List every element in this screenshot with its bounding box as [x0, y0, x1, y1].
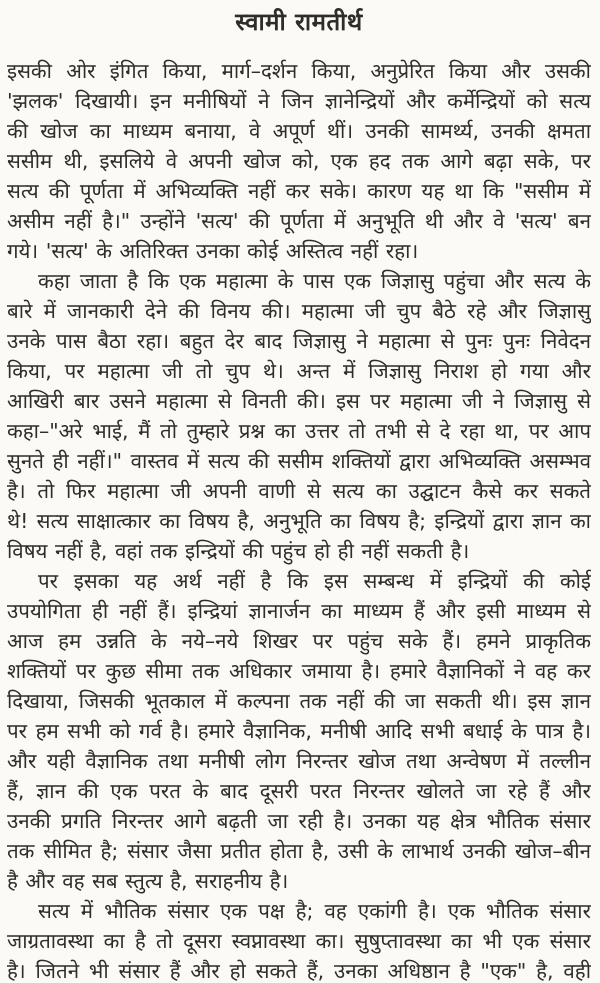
- text-line: सत्य में भौतिक संसार एक पक्ष है; वह एकांगी है। एक भौतिक संसार: [38, 899, 591, 923]
- text-line: सत्य की पूर्णता में अभिव्यक्ति नहीं कर सके। कारण यह था कि "ससीम में: [7, 179, 591, 203]
- text-line: और यही वैज्ञानिक तथा मनीषी लोग निरन्तर खोज तथा अन्वेषण में तल्लीन: [7, 749, 591, 773]
- text-line: उपयोगिता ही नहीं हैं। इन्द्रियां ज्ञानार्जन का माध्यम हैं और इसी माध्यम से: [7, 599, 591, 623]
- text-line: हैं, ज्ञान की एक परत के बाद दूसरी परत निरन्तर खोलते जा रहे हैं और: [7, 779, 591, 803]
- text-line: है। तो फिर महात्मा जी अपनी वाणी से सत्य का उद्घाटन कैसे कर सकते: [7, 479, 591, 503]
- text-line: तक सीमित है; संसार जैसा प्रतीत होता है, उसी के लाभार्थ उनकी खोज–बीन: [7, 839, 591, 863]
- text-line: है। जितने भी संसार हैं और हो सकते हैं, उनका अधिष्ठान है "एक" है, वही: [7, 959, 591, 983]
- text-line: शक्तियों पर कुछ सीमा तक अधिकार जमाया है। हमारे वैज्ञानिकों ने वह कर: [7, 659, 591, 683]
- text-line: इसकी ओर इंगित किया, मार्ग–दर्शन किया, अनुप्रेरित किया और उसकी: [7, 59, 591, 83]
- body-text: [7, 56, 591, 983]
- text-line: की खोज का माध्यम बनाया, वे अपूर्ण थीं। उनकी सामर्थ्य, उनकी क्षमता: [7, 119, 591, 143]
- text-line: असीम नहीं है।" उन्होंने 'सत्य' की पूर्णता में अनुभूति थी और वे 'सत्य' बन: [7, 209, 591, 233]
- text-line: पर हम सभी को गर्व है। हमारे वैज्ञानिक, मनीषी आदि सभी बधाई के पात्र है।: [7, 719, 591, 743]
- text-line: कहा–"अरे भाई, मैं तो तुम्हारे प्रश्न का उत्तर तो तभी से दे रहा था, पर आप: [7, 419, 591, 443]
- text-line: बारे में जानकारी देने की विनय की। महात्मा जी चुप बैठे रहे और जिज्ञासु: [7, 299, 591, 323]
- text-line: आज हम उन्नति के नये–नये शिखर पर पहुंच सके हैं। हमने प्राकृतिक: [7, 629, 591, 653]
- text-line: कहा जाता है कि एक महात्मा के पास एक जिज्ञासु पहुंचा और सत्य के: [38, 269, 591, 293]
- text-line: उनके पास बैठा रहा। बहुत देर बाद जिज्ञासु ने महात्मा से पुनः पुनः निवेदन: [7, 329, 591, 353]
- text-line: उनकी प्रगति निरन्तर आगे बढ़ती जा रही है। उनका यह क्षेत्र भौतिक संसार: [7, 809, 591, 833]
- text-line: जाग्रतावस्था का है तो दूसरा स्वप्नावस्था का। सुषुप्तावस्था का भी एक संसार: [7, 929, 591, 953]
- text-line: किया, पर महात्मा जी तो चुप थे। अन्त में जिज्ञासु निराश हो गया और: [7, 359, 591, 383]
- text-line: आखिरी बार उसने महात्मा से विनती की। इस पर महात्मा जी ने जिज्ञासु से: [7, 389, 591, 413]
- text-line: सुनते ही नहीं।" वास्तव में सत्य की ससीम शक्तियों द्वारा अभिव्यक्ति असम्भव: [7, 449, 591, 473]
- text-line: पर इसका यह अर्थ नहीं है कि इस सम्बन्ध में इन्द्रियों की कोई: [38, 569, 591, 593]
- text-line: विषय नहीं है, वहां तक इन्द्रियों की पहुंच हो ही नहीं सकती है।: [7, 539, 470, 563]
- text-line: दिखाया, जिसकी भूतकाल में कल्पना तक नहीं की जा सकती थी। इस ज्ञान: [7, 689, 591, 713]
- page-title: स्वामी रामतीर्थ: [235, 8, 363, 36]
- text-line: है और वह सब स्तुत्य है, सराहनीय है।: [7, 869, 289, 893]
- text-line: 'झलक' दिखायी। इन मनीषियों ने जिन ज्ञानेन्द्रियों और कर्मेन्द्रियों को सत्य: [7, 89, 591, 113]
- text-line: गये। 'सत्य' के अतिरिक्त उनका कोई अस्तित्व नहीं रहा।: [7, 239, 419, 263]
- text-line: थे! सत्य साक्षात्कार का विषय है, अनुभूति का विषय है; इन्द्रियों द्वारा ज्ञान का: [7, 509, 591, 533]
- text-line: ससीम थी, इसलिये वे अपनी खोज को, एक हद तक आगे बढ़ा सके, पर: [7, 149, 591, 173]
